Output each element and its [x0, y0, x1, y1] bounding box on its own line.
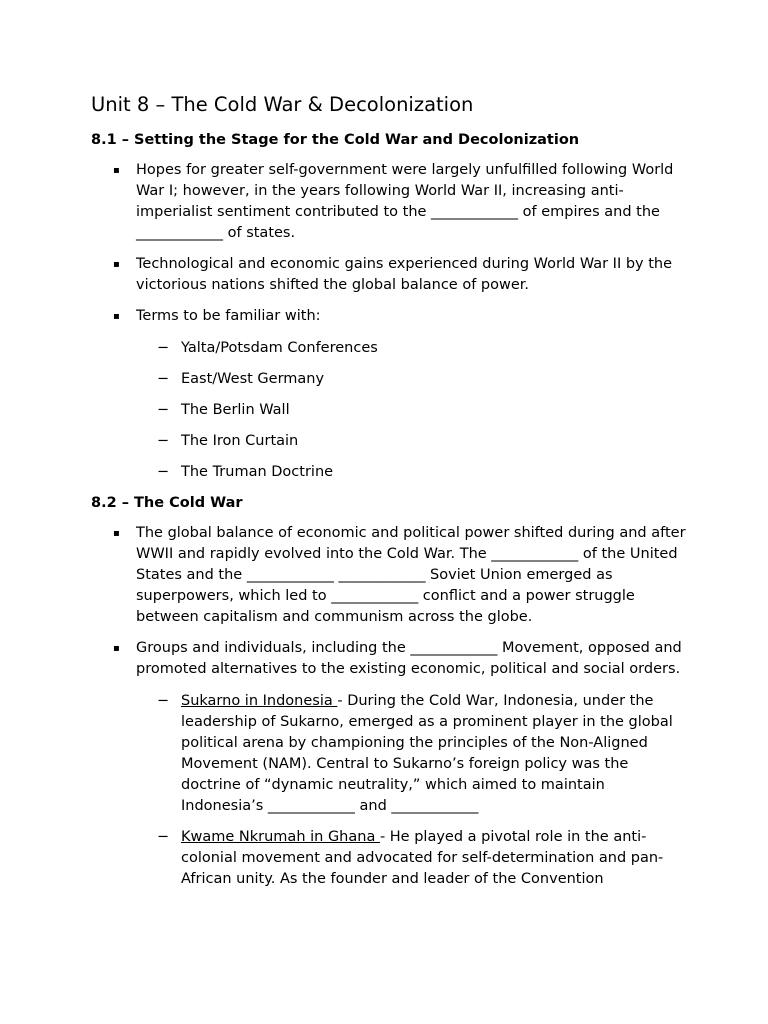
square-bullet-icon: ▪ — [113, 259, 120, 270]
dash-bullet-icon: − — [157, 340, 170, 356]
term-item — [136, 431, 691, 452]
section-8-2-bullets — [91, 523, 691, 890]
dash-bullet-icon: − — [157, 371, 170, 387]
figures-list — [136, 691, 691, 890]
figure-title: Sukarno in Indonesia — [181, 693, 338, 709]
square-bullet-icon: ▪ — [113, 311, 120, 322]
dash-bullet-icon: − — [157, 433, 170, 449]
term-item — [136, 369, 691, 390]
bullet-item — [91, 523, 691, 628]
term-text: The Iron Curtain — [181, 433, 299, 449]
figure-title: Kwame Nkrumah in Ghana — [181, 829, 380, 845]
term-item — [136, 462, 691, 483]
square-bullet-icon: ▪ — [113, 643, 120, 654]
dash-bullet-icon: − — [157, 464, 170, 480]
figure-item-nkrumah — [136, 827, 691, 890]
dash-bullet-icon: − — [157, 829, 170, 845]
bullet-text: Terms to be familiar with: — [136, 308, 321, 324]
bullet-item — [91, 306, 691, 483]
document-page — [91, 92, 691, 900]
square-bullet-icon: ▪ — [113, 165, 120, 176]
bullet-item — [91, 254, 691, 296]
figure-item-sukarno — [136, 691, 691, 817]
terms-list — [136, 338, 691, 483]
term-item — [136, 338, 691, 359]
bullet-item — [91, 160, 691, 244]
figure-text: - He played a pivotal role in the anti-colonial movement and advocated for self-determination and pan-African unity. As the founder and leader of the Convention — [181, 829, 664, 887]
bullet-text: Groups and individuals, including the ____________ Movement, opposed and promoted alternatives to the existing economic, political and social orders. — [136, 640, 682, 677]
bullet-text: The global balance of economic and political power shifted during and after WWII and rapidly evolved into the Cold War. The ____________ of the United States and the ____________ ____________ Soviet Union emerged as superpowers, which led to ____________ conflict and a power struggle between capitalism and communism across the globe. — [136, 525, 686, 625]
bullet-text: Hopes for greater self-government were largely unfulfilled following World War I; however, in the years following World War II, increasing anti-imperialist sentiment contributed to the ____________ of empires and the ____________ of states. — [136, 162, 674, 241]
section-heading-8-1: 8.1 – Setting the Stage for the Cold War and Decolonization — [91, 132, 580, 148]
term-text: The Berlin Wall — [181, 402, 290, 418]
term-text: Yalta/Potsdam Conferences — [181, 340, 378, 356]
dash-bullet-icon: − — [157, 402, 170, 418]
section-8-1-bullets — [91, 160, 691, 483]
page-title: Unit 8 – The Cold War & Decolonization — [91, 93, 474, 116]
figure-text: - During the Cold War, Indonesia, under the leadership of Sukarno, emerged as a prominent player in the global political arena by championing the principles of the Non-Aligned Movement (NAM). Central to Sukarno’s foreign policy was the doctrine of “dynamic neutrality,” which aimed to maintain Indonesia’s ____________ and ____________ — [181, 693, 673, 814]
bullet-item — [91, 638, 691, 890]
section-heading-8-2: 8.2 – The Cold War — [91, 495, 243, 511]
term-text: The Truman Doctrine — [181, 464, 334, 480]
square-bullet-icon: ▪ — [113, 528, 120, 539]
dash-bullet-icon: − — [157, 693, 170, 709]
bullet-text: Technological and economic gains experienced during World War II by the victorious nations shifted the global balance of power. — [136, 256, 673, 293]
term-item — [136, 400, 691, 421]
term-text: East/West Germany — [181, 371, 325, 387]
